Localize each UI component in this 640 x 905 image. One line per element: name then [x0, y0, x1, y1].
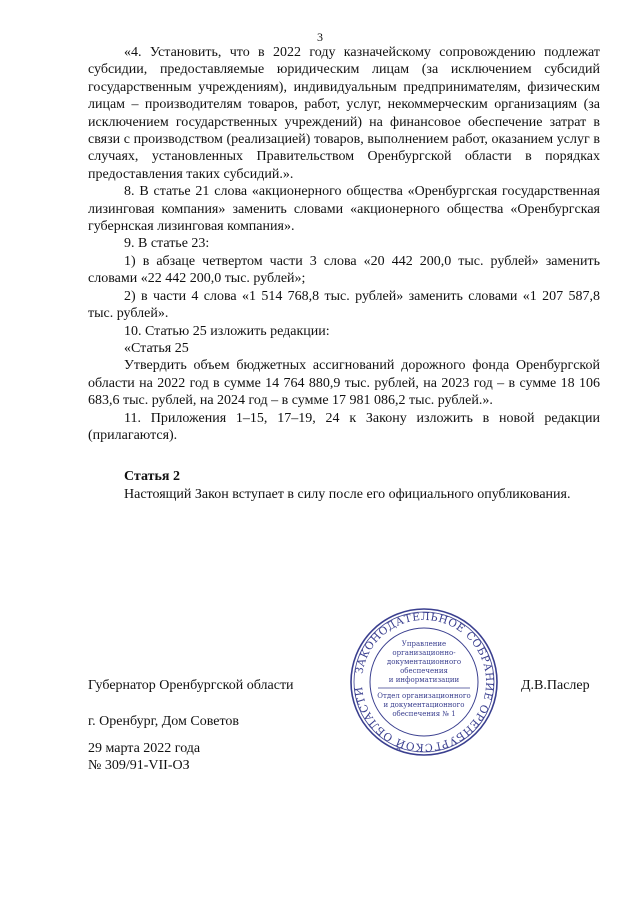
- article-2-text: Настоящий Закон вступает в силу после его официального опубликования.: [124, 486, 571, 502]
- paragraph-article-23: 9. В статье 23:: [124, 236, 210, 252]
- paragraph-article-21: 8. В статье 21 слова «акционерного общества «Оренбургская государственная лизинговая компания» заменить словами «акционерного общества «Оренбургская губернская лизинговая компания».: [88, 184, 600, 235]
- paragraph-item-4: «4. Установить, что в 2022 году казначейскому сопровождению подлежат субсидии, предоставляемые юридическим лицам (за исключением субсидий государственным учреждениям), индивидуальным предпринимателям, физическим лицам – производителям товаров, работ, услуг, некоммерческим организациям (за исключением государственных учреждений) на финансовое обеспечение затрат в связи с производством (реализацией) товаров, выполнением работ, оказанием услуг в случаях, установленных Правительством Оренбургской области в порядках предоставления таких субсидий.».: [88, 45, 600, 182]
- seal-inner-line: обеспечения: [400, 667, 448, 675]
- seal-inner-line: и информатизации: [388, 676, 460, 684]
- signing-date: 29 марта 2022 года: [88, 741, 201, 756]
- article-2-heading: Статья 2: [124, 469, 180, 485]
- signing-place: г. Оренбург, Дом Советов: [88, 714, 239, 729]
- paragraph-article-25-intro: 10. Статью 25 изложить редакции:: [124, 323, 330, 339]
- paragraph-23-part-4: 2) в части 4 слова «1 514 768,8 тыс. рублей» заменить словами «1 207 587,8 тыс. рублей».: [88, 288, 600, 322]
- governor-title: Губернатор Оренбургской области: [88, 678, 294, 693]
- seal-bottom-line: и документационного: [383, 701, 465, 709]
- document-body: [88, 44, 600, 503]
- law-number: № 309/91-VII-ОЗ: [88, 758, 190, 773]
- page-number: 3: [317, 30, 323, 44]
- seal-inner-line: Управление: [401, 640, 447, 648]
- paragraph-article-25-text: Утвердить объем бюджетных ассигнований дорожного фонда Оренбургской области на 2022 год в сумме 14 764 880,9 тыс. рублей, на 2023 год – в сумме 18 106 683,6 тыс. рублей, на 2024 год – в сумме 17 981 086,2 тыс. рублей.».: [88, 358, 600, 409]
- official-seal: [348, 606, 500, 758]
- seal-inner-line: организационно-: [392, 649, 456, 657]
- paragraph-appendices: 11. Приложения 1–15, 17–19, 24 к Закону изложить в новой редакции (прилагаются).: [88, 410, 600, 443]
- paragraph-23-part-3: 1) в абзаце четвертом части 3 слова «20 442 200,0 тыс. рублей» заменить словами «22 442 200,0 тыс. рублей»;: [88, 253, 600, 287]
- seal-bottom-line: Отдел организационного: [377, 692, 471, 700]
- seal-outer-text: ЗАКОНОДАТЕЛЬНОЕ СОБРАНИЕ ОРЕНБУРГСКОЙ ОБЛАСТИ: [353, 610, 496, 754]
- paragraph-article-25-title: «Статья 25: [124, 340, 189, 356]
- seal-bottom-line: обеспечения № 1: [392, 710, 456, 718]
- governor-name: Д.В.Паслер: [521, 678, 590, 693]
- seal-inner-line: документационного: [386, 658, 462, 666]
